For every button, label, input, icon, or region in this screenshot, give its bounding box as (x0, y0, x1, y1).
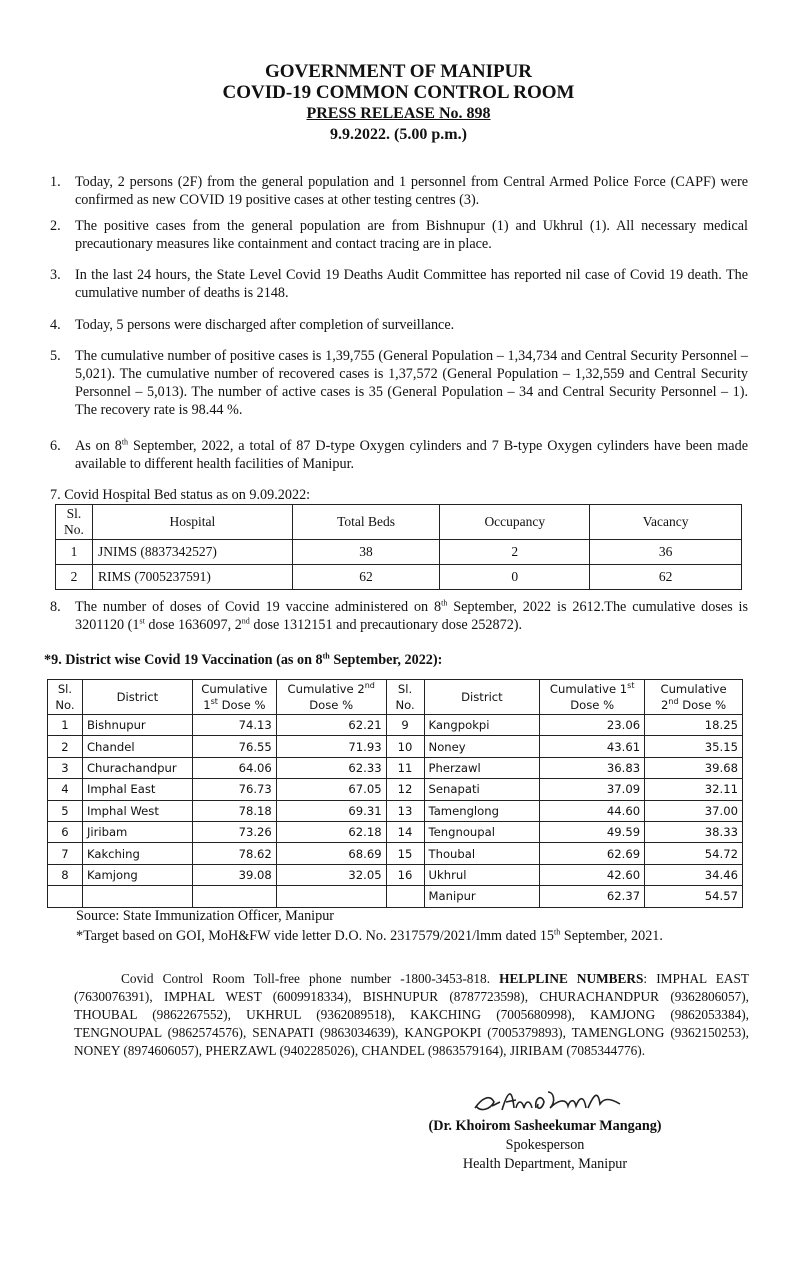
sl-no-cell: 2 (48, 736, 83, 757)
point-text: The positive cases from the general population are from Bishnupur (1) and Ukhrul (1). All necessary medical precautionary measures like containment and contact tracing are in place. (75, 218, 748, 252)
point-4 (50, 316, 748, 334)
second-dose-cell: 62.33 (276, 757, 386, 778)
point-text: In the last 24 hours, the State Level Covid 19 Deaths Audit Committee has reported nil case of Covid 19 death. The cumulative number of deaths is 2148. (75, 267, 748, 301)
sl-no-cell: 1 (56, 540, 93, 565)
occupancy-cell: 0 (440, 565, 590, 590)
document-header (0, 61, 797, 145)
table-row (48, 736, 743, 757)
hospital-cell: JNIMS (8837342527) (92, 540, 292, 565)
first-dose-cell: 49.59 (540, 821, 645, 842)
table-row (48, 843, 743, 864)
second-dose-cell: 68.69 (276, 843, 386, 864)
sl-no-cell: 10 (386, 736, 424, 757)
col-district: District (424, 680, 540, 715)
col-cumulative-2nd-dose: Cumulative 2nd Dose % (645, 680, 743, 715)
second-dose-cell: 38.33 (645, 821, 743, 842)
first-dose-cell: 23.06 (540, 715, 645, 736)
sl-no-cell: 2 (56, 565, 93, 590)
point-text: The cumulative number of positive cases is 1,39,755 (General Population – 1,34,734 and Central Security Personnel – 5,021). The cumulative number of recovered cases is 1,37,572 (General Population – 1,32,559 and Central Security Personnel – 5,013). The number of active cases is 35 (General Population – 34 and Central Security Personnel – 1). The recovery rate is 98.44 %. (75, 348, 748, 418)
sl-no-cell: 14 (386, 821, 424, 842)
point-text: As on 8th September, 2022, a total of 87 D-type Oxygen cylinders and 7 B-type Oxygen cylinders have been made available to different health facilities of Manipur. (75, 437, 748, 472)
point-number: 4. (50, 317, 61, 333)
col-total-beds: Total Beds (292, 505, 440, 540)
control-room-title: COVID-19 COMMON CONTROL ROOM (222, 82, 575, 103)
point-number: 8. (50, 599, 61, 615)
col-cumulative-2nd-dose: Cumulative 2nd Dose % (276, 680, 386, 715)
table-header-row (48, 680, 743, 715)
second-dose-cell: 62.18 (276, 821, 386, 842)
sl-no-cell: 1 (48, 715, 83, 736)
point-5 (50, 347, 748, 419)
total-beds-cell: 62 (292, 565, 440, 590)
col-sl-no: Sl. No. (386, 680, 424, 715)
signature-image (470, 1080, 630, 1120)
first-dose-cell: 64.06 (192, 757, 276, 778)
point-text: Today, 2 persons (2F) from the general population and 1 personnel from Central Armed Police Force (CAPF) were confirmed as new COVID 19 positive cases at other testing centres (3). (75, 174, 748, 208)
second-dose-cell: 71.93 (276, 736, 386, 757)
signatory-block (420, 1117, 670, 1174)
first-dose-cell: 76.73 (192, 779, 276, 800)
col-vacancy: Vacancy (590, 505, 742, 540)
vaccination-table (47, 679, 743, 908)
second-dose-cell (276, 886, 386, 907)
occupancy-cell: 2 (440, 540, 590, 565)
first-dose-cell: 74.13 (192, 715, 276, 736)
point-3 (50, 266, 748, 302)
table-header-row (56, 505, 742, 540)
second-dose-cell: 69.31 (276, 800, 386, 821)
first-dose-cell: 78.18 (192, 800, 276, 821)
vaccination-rows (48, 715, 743, 908)
second-dose-cell: 32.05 (276, 864, 386, 885)
first-dose-cell: 43.61 (540, 736, 645, 757)
district-cell: Manipur (424, 886, 540, 907)
sl-no-cell (386, 886, 424, 907)
press-release-number: PRESS RELEASE No. 898 (306, 105, 491, 122)
point-text: Today, 5 persons were discharged after completion of surveillance. (75, 317, 455, 333)
point-number: 5. (50, 348, 61, 364)
district-cell: Senapati (424, 779, 540, 800)
table-row (48, 864, 743, 885)
first-dose-cell: 62.69 (540, 843, 645, 864)
district-cell: Churachandpur (82, 757, 192, 778)
bed-status-table (55, 504, 742, 590)
col-sl-no: Sl. No. (56, 505, 93, 540)
point-number: 2. (50, 218, 61, 234)
district-cell (82, 886, 192, 907)
table-row (56, 540, 742, 565)
target-note: *Target based on GOI, MoH&FW vide letter D.O. No. 2317579/2021/lmm dated 15th September, 2021. (76, 927, 663, 944)
second-dose-cell: 32.11 (645, 779, 743, 800)
first-dose-cell: 37.09 (540, 779, 645, 800)
table-row (48, 821, 743, 842)
point-1 (50, 173, 748, 209)
sl-no-cell: 6 (48, 821, 83, 842)
district-cell: Kakching (82, 843, 192, 864)
sl-no-cell: 13 (386, 800, 424, 821)
sl-no-cell: 8 (48, 864, 83, 885)
district-cell: Tamenglong (424, 800, 540, 821)
first-dose-cell: 62.37 (540, 886, 645, 907)
district-cell: Jiribam (82, 821, 192, 842)
sl-no-cell: 9 (386, 715, 424, 736)
district-cell: Imphal East (82, 779, 192, 800)
second-dose-cell: 62.21 (276, 715, 386, 736)
sl-no-cell: 7 (48, 843, 83, 864)
table-row (48, 779, 743, 800)
district-cell: Pherzawl (424, 757, 540, 778)
district-cell: Kangpokpi (424, 715, 540, 736)
sl-no-cell (48, 886, 83, 907)
first-dose-cell: 36.83 (540, 757, 645, 778)
district-cell: Ukhrul (424, 864, 540, 885)
vacancy-cell: 62 (590, 565, 742, 590)
table-row (48, 886, 743, 907)
point-2 (50, 217, 748, 253)
col-cumulative-1st-dose: Cumulative 1st Dose % (192, 680, 276, 715)
second-dose-cell: 35.15 (645, 736, 743, 757)
helpline-paragraph: Covid Control Room Toll-free phone number -1800-3453-818. HELPLINE NUMBERS: IMPHAL EAST (7630076391), IMPHAL WEST (6009918334), BISHNUPUR (8787723598), CHURACHANDPUR (9362806057), THOUBAL (9862267552), UKHRUL (9362089518), KAKCHING (7005680998), KAMJONG (9862053384), TENGNOUPAL (9862574576), SENAPATI (9863034639), KANGPOKPI (7005379893), TAMENGLONG (9362150253), NONEY (8974606057), PHERZAWL (9402285026), CHANDEL (9863579164), JIRIBAM (7085344776). (74, 971, 749, 1058)
point-8 (50, 598, 748, 634)
district-cell: Imphal West (82, 800, 192, 821)
first-dose-cell: 78.62 (192, 843, 276, 864)
sl-no-cell: 12 (386, 779, 424, 800)
point-6 (50, 437, 748, 473)
col-district: District (82, 680, 192, 715)
signatory-name: (Dr. Khoirom Sasheekumar Mangang) (428, 1118, 662, 1134)
district-cell: Chandel (82, 736, 192, 757)
vaccination-heading: *9. District wise Covid 19 Vaccination (as on 8th September, 2022): (44, 651, 443, 668)
sl-no-cell: 5 (48, 800, 83, 821)
point-number: 6. (50, 438, 61, 454)
second-dose-cell: 39.68 (645, 757, 743, 778)
total-beds-cell: 38 (292, 540, 440, 565)
sl-no-cell: 4 (48, 779, 83, 800)
second-dose-cell: 37.00 (645, 800, 743, 821)
table-row (56, 565, 742, 590)
col-sl-no: Sl. No. (48, 680, 83, 715)
district-cell: Tengnoupal (424, 821, 540, 842)
district-cell: Noney (424, 736, 540, 757)
bed-status-caption: 7. Covid Hospital Bed status as on 9.09.2022: (50, 487, 311, 503)
col-hospital: Hospital (92, 505, 292, 540)
point-number: 3. (50, 267, 61, 283)
release-date: 9.9.2022. (5.00 p.m.) (330, 126, 467, 143)
sl-no-cell: 11 (386, 757, 424, 778)
col-occupancy: Occupancy (440, 505, 590, 540)
point-text: The number of doses of Covid 19 vaccine administered on 8th September, 2022 is 2612.The cumulative doses is 3201120 (1st dose 1636097, 2nd dose 1312151 and precautionary dose 252872). (75, 598, 748, 633)
first-dose-cell: 39.08 (192, 864, 276, 885)
signatory-role: Spokesperson (505, 1137, 585, 1153)
second-dose-cell: 54.57 (645, 886, 743, 907)
first-dose-cell: 42.60 (540, 864, 645, 885)
table-row (48, 757, 743, 778)
point-number: 1. (50, 174, 61, 190)
table-row (48, 715, 743, 736)
district-cell: Kamjong (82, 864, 192, 885)
second-dose-cell: 67.05 (276, 779, 386, 800)
first-dose-cell: 76.55 (192, 736, 276, 757)
district-cell: Thoubal (424, 843, 540, 864)
second-dose-cell: 18.25 (645, 715, 743, 736)
col-cumulative-1st-dose: Cumulative 1st Dose % (540, 680, 645, 715)
table-row (48, 800, 743, 821)
district-cell: Bishnupur (82, 715, 192, 736)
sl-no-cell: 3 (48, 757, 83, 778)
government-title: GOVERNMENT OF MANIPUR (264, 61, 533, 82)
first-dose-cell: 73.26 (192, 821, 276, 842)
first-dose-cell: 44.60 (540, 800, 645, 821)
source-note: Source: State Immunization Officer, Manipur (76, 908, 335, 924)
second-dose-cell: 54.72 (645, 843, 743, 864)
first-dose-cell (192, 886, 276, 907)
sl-no-cell: 16 (386, 864, 424, 885)
second-dose-cell: 34.46 (645, 864, 743, 885)
hospital-cell: RIMS (7005237591) (92, 565, 292, 590)
signatory-department: Health Department, Manipur (462, 1156, 628, 1172)
sl-no-cell: 15 (386, 843, 424, 864)
vacancy-cell: 36 (590, 540, 742, 565)
